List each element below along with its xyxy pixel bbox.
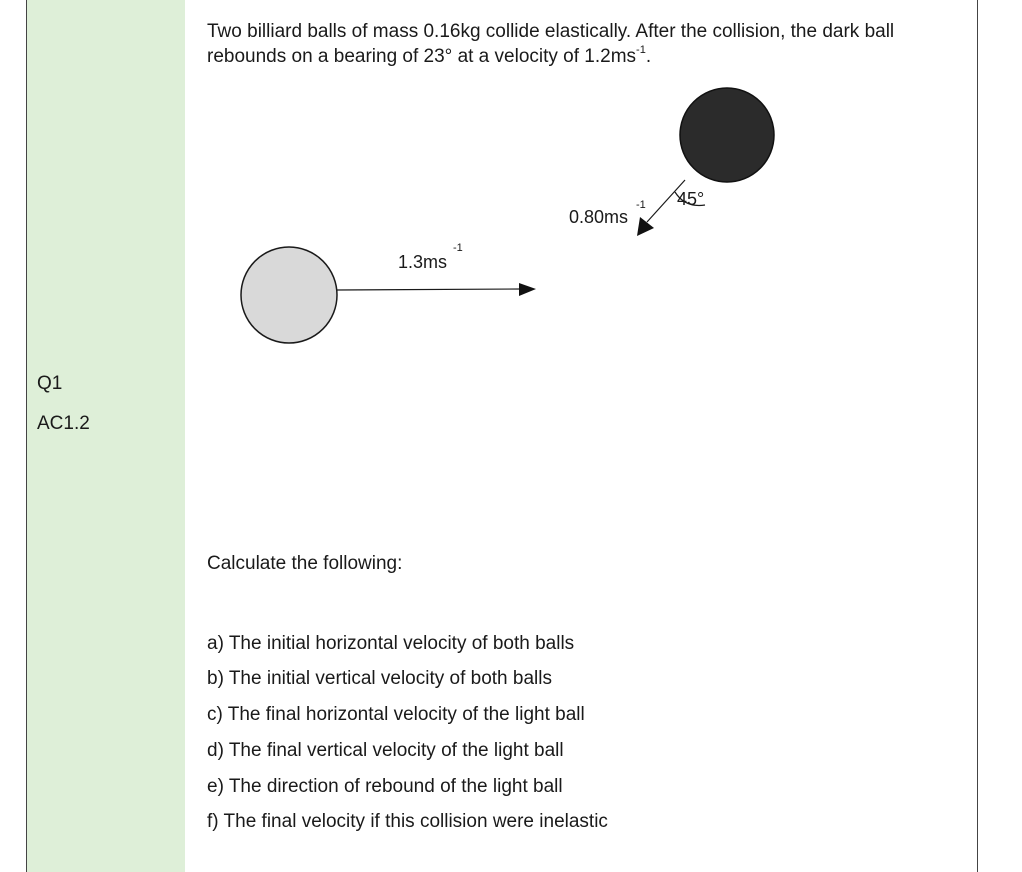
light-ball-velocity-label: 1.3ms [398, 252, 448, 272]
sidebar-column [26, 0, 186, 872]
light-ball-arrowhead [519, 283, 536, 296]
collision-diagram [185, 0, 977, 540]
question-item-a: a) The initial horizontal velocity of both balls [207, 633, 575, 654]
light-ball [241, 247, 337, 343]
question-item-c: c) The final horizontal velocity of the light ball [207, 704, 585, 725]
intro-line-2-text: rebounds on a bearing of 23° at a velocity of 1.2ms [207, 46, 637, 67]
light-ball-velocity-arrow [337, 289, 521, 290]
angle-label: 45° [677, 189, 705, 209]
dark-ball [680, 88, 774, 182]
intro-line-1: Two billiard balls of mass 0.16kg collide elastically. After the collision, the dark ball [207, 21, 895, 42]
question-item-d: d) The final vertical velocity of the light ball [207, 740, 564, 761]
question-item-f: f) The final velocity if this collision were inelastic [207, 811, 608, 832]
assessment-criteria: AC1.2 [37, 413, 90, 434]
intro-unit-exponent: -1 [636, 43, 646, 56]
calculate-prompt: Calculate the following: [207, 553, 403, 574]
dark-ball-velocity-label: 0.80ms [569, 207, 629, 227]
question-content [185, 0, 978, 872]
dark-ball-velocity-exponent: -1 [636, 199, 646, 211]
question-number: Q1 [37, 373, 63, 394]
question-item-e: e) The direction of rebound of the light ball [207, 776, 563, 797]
dark-ball-arrowhead [637, 217, 654, 236]
question-item-b: b) The initial vertical velocity of both balls [207, 668, 552, 689]
light-ball-velocity-exponent: -1 [453, 242, 463, 254]
intro-line-2-end: . [645, 46, 652, 67]
